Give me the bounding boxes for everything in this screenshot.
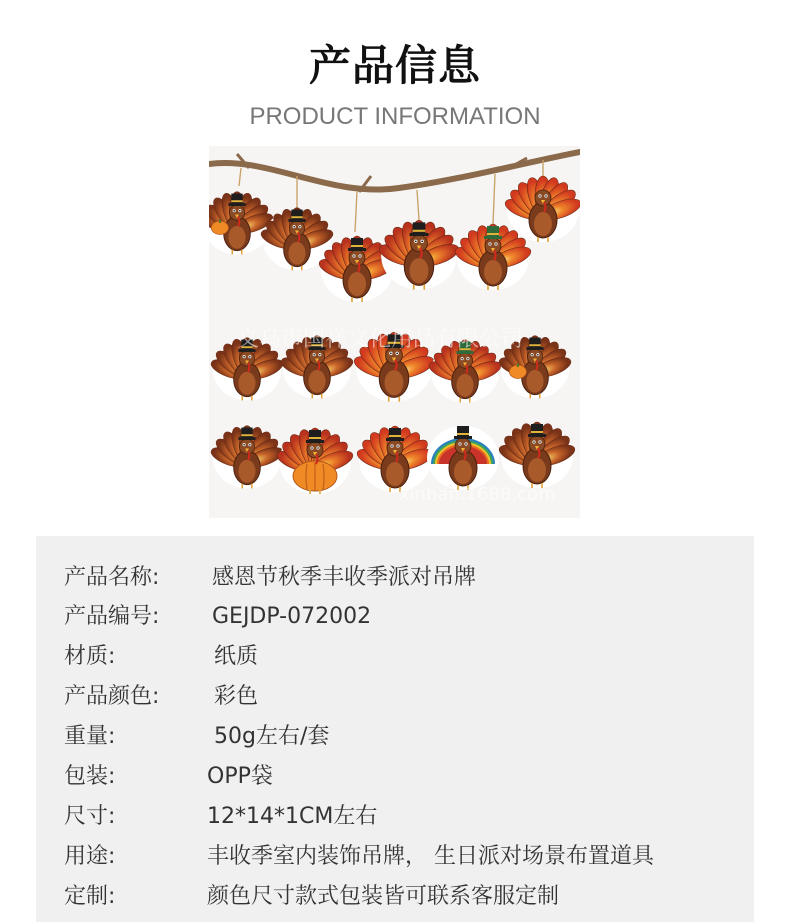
page-title: 产品信息 [308,41,481,90]
info-label: 产品颜色: [64,684,160,709]
info-value: 12*14*1CM左右 [207,804,378,829]
turkey-ornament [427,426,499,490]
turkey-ornament [355,425,436,492]
info-label: 尺寸: [64,804,116,829]
turkey-ornament [275,427,356,494]
info-value: GEJDP-072002 [212,604,372,629]
info-value: 感恩节秋季丰收季派对吊牌 [212,565,477,590]
info-label: 产品编号: [64,604,160,629]
info-value: 50g左右/套 [214,724,330,749]
info-value: 彩色 [214,684,259,709]
watermark-site: xinban.1688.com [399,484,556,505]
info-value: 丰收季室内装饰吊牌， 生日派对场景布置道具 [207,844,654,869]
info-value: 颜色尺寸款式包装皆可联系客服定制 [207,884,560,909]
info-label: 用途: [64,844,116,869]
product-info-panel [36,536,754,922]
info-value: 纸质 [214,644,259,669]
info-label: 定制: [64,884,116,909]
turkey-ornament [497,421,578,488]
turkey-ornament [209,425,285,488]
info-label: 重量: [64,724,116,749]
page-subtitle: PRODUCT INFORMATION [249,103,541,130]
info-value: OPP袋 [207,764,273,789]
info-label: 产品名称: [64,565,160,590]
watermark-company: 义乌市国祥文化用品有限公司 [237,327,524,352]
info-label: 包装: [64,764,116,789]
info-label: 材质: [64,644,116,669]
product-photo [209,146,580,518]
